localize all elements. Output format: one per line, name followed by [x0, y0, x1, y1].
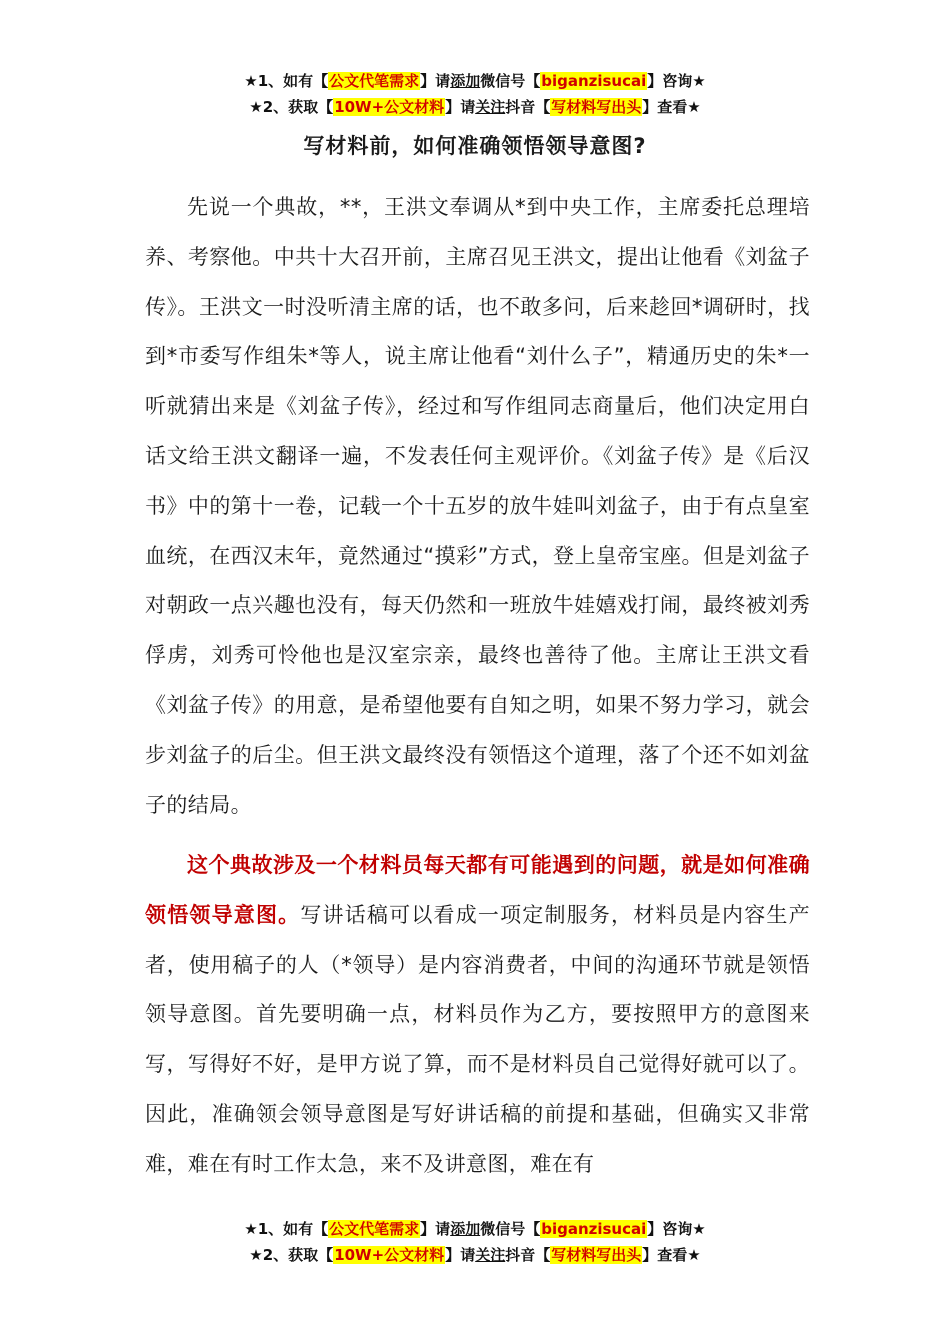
- highlight-materials: 10W+公文材料: [334, 98, 445, 116]
- banner-text: 】请: [420, 72, 451, 90]
- emphasis-add: 添加: [450, 1220, 481, 1238]
- document-title: 写材料前，如何准确领悟领导意图?: [303, 134, 647, 158]
- banner-line-1: [0, 1216, 950, 1242]
- highlight-service: 公文代笔需求: [329, 72, 420, 90]
- banner-text: ★2、获取【: [249, 1246, 334, 1264]
- highlight-service: 公文代笔需求: [329, 1220, 420, 1238]
- emphasis-follow: 关注: [475, 98, 506, 116]
- banner-text: ★1、如有【: [244, 72, 329, 90]
- banner-line-2: [0, 94, 950, 120]
- banner-text: 微信号【: [480, 72, 541, 90]
- paragraph-rest: 写讲话稿可以看成一项定制服务，材料员是内容生产者，使用稿子的人（*领导）是内容消费者，中间的沟通环节就是领悟领导意图。首先要明确一点，材料员作为乙方，要按照甲方的意图来写，写得好不好，是甲方说了算，而不是材料员自己觉得好就可以了。因此，准确领会领导意图是写好讲话稿的前提和基础，但确实又非常难，难在有时工作太急，来不及讲意图，难在有: [145, 902, 810, 1176]
- banner-text: 微信号【: [480, 1220, 541, 1238]
- banner-text: 】查看★: [642, 1246, 701, 1264]
- body-paragraph-1: [145, 183, 810, 830]
- footer-banner: [0, 1216, 950, 1268]
- highlight-douyin-account: 写材料写出头: [551, 1246, 642, 1264]
- emphasis-follow: 关注: [475, 1246, 506, 1264]
- highlight-douyin-account: 写材料写出头: [551, 98, 642, 116]
- banner-text: 】咨询★: [647, 1220, 706, 1238]
- highlight-wechat-id: biganzisucai: [541, 1220, 647, 1238]
- banner-text: ★2、获取【: [249, 98, 334, 116]
- highlight-materials: 10W+公文材料: [334, 1246, 445, 1264]
- emphasis-sentence: 这个典故涉及一个材料员每天都有可能遇到的问题，就是如何准确领悟领导意图。: [145, 853, 810, 927]
- paragraph-text: [145, 841, 810, 1190]
- banner-text: 】查看★: [642, 98, 701, 116]
- banner-text: 抖音【: [505, 1246, 551, 1264]
- banner-text: 】请: [420, 1220, 451, 1238]
- banner-text: 】请: [445, 98, 476, 116]
- banner-text: 】请: [445, 1246, 476, 1264]
- banner-text: 】咨询★: [647, 72, 706, 90]
- banner-text: 抖音【: [505, 98, 551, 116]
- banner-line-2: [0, 1242, 950, 1268]
- body-paragraph-2: [145, 841, 810, 1190]
- paragraph-text: 先说一个典故，**，王洪文奉调从*到中央工作，主席委托总理培养、考察他。中共十大召开前，主席召见王洪文，提出让他看《刘盆子传》。王洪文一时没听清主席的话，也不敢多问，后来趁回*调研时，找到*市委写作组朱*等人，说主席让他看“刘什么子”，精通历史的朱*一听就猜出来是《刘盆子传》，经过和写作组同志商量后，他们决定用白话文给王洪文翻译一遍，不发表任何主观评价。《刘盆子传》是《后汉书》中的第十一卷，记载一个十五岁的放牛娃叫刘盆子，由于有点皇室血统，在西汉末年，竟然通过“摸彩”方式，登上皇帝宝座。但是刘盆子对朝政一点兴趣也没有，每天仍然和一班放牛娃嬉戏打闹，最终被刘秀俘虏，刘秀可怜他也是汉室宗亲，最终也善待了他。主席让王洪文看《刘盆子传》的用意，是希望他要有自知之明，如果不努力学习，就会步刘盆子的后尘。但王洪文最终没有领悟这个道理，落了个还不如刘盆子的结局。: [145, 195, 810, 817]
- highlight-wechat-id: biganzisucai: [541, 72, 647, 90]
- banner-line-1: [0, 68, 950, 94]
- header-banner: [0, 68, 950, 120]
- emphasis-add: 添加: [450, 72, 481, 90]
- banner-text: ★1、如有【: [244, 1220, 329, 1238]
